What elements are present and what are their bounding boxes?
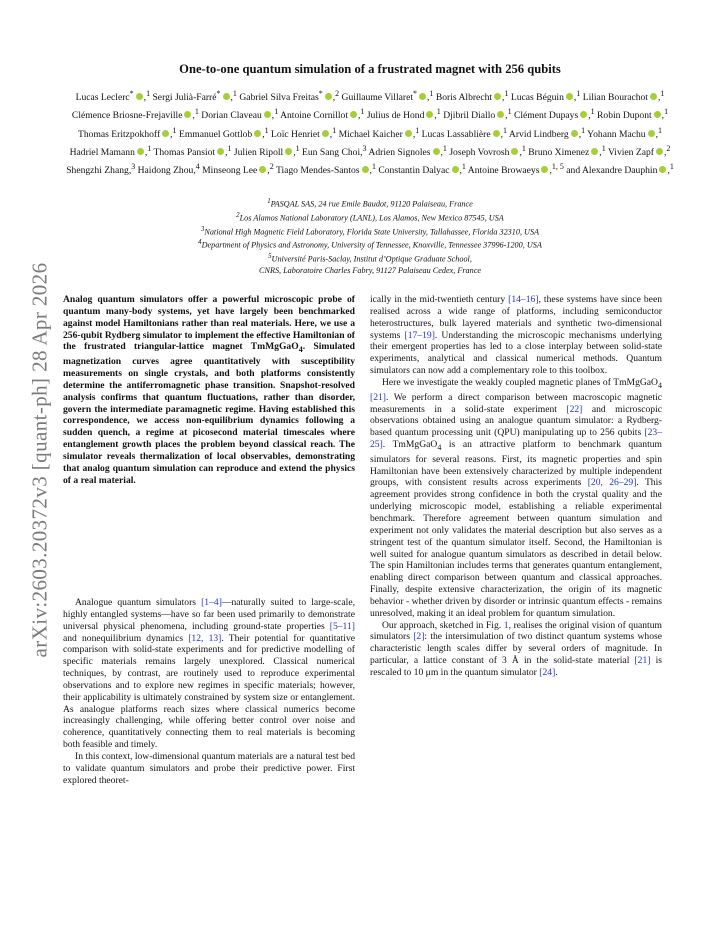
author: Haidong Zhou,$^4$ xyxy=(137,162,200,177)
text-run: , these systems have since been realised across a wide range of platforms, including semiconductor heterostructures, bulk layered materials and synthetic two-dimensional systems xyxy=(370,294,662,341)
orcid-icon xyxy=(511,148,518,155)
citation-link: [17–19] xyxy=(404,329,435,341)
affiliation-number: 5 xyxy=(268,253,272,261)
text-run: ically in the mid-twentieth century xyxy=(370,294,509,305)
citation-link: [23–25] xyxy=(370,427,662,451)
author-name: Sergi Julià-Farré xyxy=(152,92,217,104)
orcid-icon xyxy=(452,166,459,173)
text-run: —naturally suited to large-scale, highly entangled systems—have so far been used primarily to demonstrate universal physical phenomena, including ground-state properties xyxy=(63,597,355,632)
author-affiliation-number: 1 xyxy=(429,89,434,98)
author: Antoine Browaeys ,$^{1, 5}$ xyxy=(467,162,564,177)
orcid-icon xyxy=(350,111,357,118)
affiliation-text: PASQAL SAS, 24 rue Emile Baudot, 91120 Palaiseau, France xyxy=(270,199,473,209)
author-affiliation-number: 1 xyxy=(658,125,662,135)
orcid-icon xyxy=(362,166,369,173)
author: Antoine Cornillot ,$^1$ xyxy=(280,107,365,122)
author-affiliation-number: 3 xyxy=(131,162,136,172)
author-affiliation-number: 1 xyxy=(590,107,595,117)
author: Robin Dupont ,$^1$ xyxy=(597,107,669,122)
author: Lucas Lassablière ,$^1$ xyxy=(421,125,508,140)
orcid-icon xyxy=(325,93,332,100)
author: Clémence Briosne-Frejaville ,$^1$ xyxy=(71,107,199,122)
text-run: . This agreement provides strong confidence in both the crystal quality and the underlying microscopic model, establishing a reliable experimental benchmark. Therefore agreement between quantum simulation and experiment not only validates the material description but also serves as a stringent test of the quantum simulator itself. Second, the Hamiltonian is well suited for analogue quantum simulators as described in detail below. The spin Hamiltonian includes terms that generates quantum entanglement, enabling direct comparison between quantum and classical approaches. Finally, despite extensive characterization, the origin of its magnetic behavior - whether driven by disorder or intrinsic quantum effects - remains unresolved, making it an ideal problem for quantum simulation. xyxy=(370,477,662,619)
author-affiliation-number: 1 xyxy=(332,125,337,135)
author-name: Guillaume Villaret xyxy=(341,92,413,104)
author: Lucas Leclerc* ,$^1$ xyxy=(75,89,151,104)
author-name: Yohann Machu xyxy=(587,128,646,140)
author-affiliation-number: 2 xyxy=(269,162,274,172)
orcid-icon xyxy=(591,148,598,155)
author-affiliation-number: 2 xyxy=(335,89,340,98)
author: Djibril Diallo ,$^1$ xyxy=(443,107,512,122)
orcid-icon xyxy=(259,166,266,173)
text-run: Here we investigate the weakly coupled magnetic planes of TmMgGaO xyxy=(382,376,658,388)
author-affiliation-number: 1 xyxy=(147,143,152,153)
text-run: . TmMgGaO xyxy=(382,439,438,451)
author-affiliation-number: 1 xyxy=(507,107,512,117)
author-equal-contribution-mark: * xyxy=(318,89,323,98)
citation-link: [21] xyxy=(370,391,386,403)
arxiv-stamp-text: arXiv:2603.20372v3 [quant-ph] 28 Apr 2026 xyxy=(27,262,52,658)
text-run: and nonequilibrium dynamics xyxy=(63,632,189,644)
author: Clément Dupays ,$^1$ xyxy=(513,107,595,122)
author-name: Arvid Lindberg xyxy=(508,128,569,140)
affiliation-number: 2 xyxy=(236,211,240,219)
orcid-icon xyxy=(264,111,271,118)
author-name: Thomas Eritzpokhoff xyxy=(77,128,161,140)
author: Julien Ripoll ,$^1$ xyxy=(233,143,300,159)
text-run: . We perform a direct comparison between macroscopic magnetic measurements in a solid-state experiment xyxy=(370,391,662,415)
orcid-icon xyxy=(659,166,666,173)
body-column-right xyxy=(370,294,662,679)
author-equal-contribution-mark: * xyxy=(413,89,417,98)
affiliation xyxy=(66,251,674,265)
author-affiliation-number: 1 xyxy=(264,125,269,135)
citation-link: [12, 13] xyxy=(188,632,222,644)
author: Adrien Signoles ,$^1$ xyxy=(368,143,447,159)
orcid-icon xyxy=(654,111,661,118)
author: Bruno Ximenez ,$^1$ xyxy=(528,143,606,159)
paper-title: One-to-one quantum simulation of a frustrated magnet with 256 qubits xyxy=(179,62,561,76)
orcid-icon xyxy=(493,130,500,137)
author: Boris Albrecht ,$^1$ xyxy=(435,89,509,104)
author-affiliation-number: 1 xyxy=(660,89,665,98)
orcid-icon xyxy=(223,93,230,100)
affiliation xyxy=(66,265,674,276)
author-affiliation-number: 4 xyxy=(195,162,200,172)
author: Thomas Pansiot ,$^1$ xyxy=(153,143,232,159)
orcid-icon xyxy=(322,130,329,137)
text-run: In this context, low-dimensional quantum materials are a natural test bed to validate quantum simulators and probe their predictive power. First explored theoret- xyxy=(63,750,355,786)
author-name: Constantin Dalyac xyxy=(378,165,450,177)
author-equal-contribution-mark: * xyxy=(129,89,134,98)
orcid-icon xyxy=(656,148,663,155)
author: Hadriel Mamann ,$^1$ xyxy=(69,143,152,159)
author-name: Antoine Cornillot xyxy=(280,110,349,122)
orcid-icon xyxy=(137,148,144,155)
author-list: Lucas Leclerc* ,$^1$ Sergi Julià-Farré* ,$^1$ Gabriel Silva Freitas* ,$^2$ Guillaume Villaret* ,$^1$ Boris Albrecht ,$^1$ Lucas Béguin ,$^1$ Lilian Bourachot ,$^1$ Clémence Briosne-Frejaville ,$^1$ Dorian Claveau ,$^1$ Antoine Cornillot ,$^1$ Julius de Hond ,$^1$ Djibril Diallo ,$^1$ Clément Dupays ,$^1$ Robin Dupont ,$^1$ Thomas Eritzpokhoff ,$^1$ Emmanuel Gottlob ,$^1$ Loïc Henriet ,$^1$ Michael Kaicher ,$^1$ Lucas Lassablière ,$^1$ Arvid Lindberg ,$^1$ Yohann Machu ,$^1$ Hadriel Mamann ,$^1$ Thomas Pansiot ,$^1$ Julien Ripoll ,$^1$ Eun Sang Choi,$^3$ Adrien Signoles ,$^1$ Joseph Vovrosh ,$^1$ Bruno Ximenez ,$^1$ Vivien Zapf ,$^2$ Shengzhi Zhang,$^3$ Haidong Zhou,$^4$ Minseong Lee ,$^2$ Tiago Mendes-Santos ,$^1$ Constantin Dalyac ,$^1$ Antoine Browaeys ,$^{1, 5}$ and Alexandre Dauphin ,$^1$ xyxy=(66,89,674,177)
text-run: and microscopic observations obtained using an analogue quantum simulator: a Rydberg-based quantum processing unit (QPU) manipulating up to 256 qubits xyxy=(370,403,662,439)
author-name: Julius de Hond xyxy=(366,110,425,122)
author-name: Lucas Lassablière xyxy=(421,128,491,140)
subscript: 4 xyxy=(298,345,303,355)
author-name: Minseong Lee xyxy=(202,165,258,177)
author-equal-contribution-mark: * xyxy=(216,89,221,98)
orcid-icon xyxy=(497,111,504,118)
citation-link: [14–16] xyxy=(508,294,539,305)
author-name: Lucas Béguin xyxy=(510,92,564,104)
text-run: Our approach, sketched in Fig. xyxy=(382,619,504,631)
author: Emmanuel Gottlob ,$^1$ xyxy=(178,125,269,140)
citation-link: [1–4] xyxy=(201,597,222,608)
author-affiliation-number: 1 xyxy=(442,143,447,153)
author-affiliation-number: 1 xyxy=(521,143,526,153)
author-affiliation-number: 1 xyxy=(576,89,581,98)
affiliation-number: 4 xyxy=(198,239,202,247)
author: Guillaume Villaret* ,$^1$ xyxy=(341,89,434,104)
author-affiliation-number: 1 xyxy=(232,89,237,98)
arxiv-stamp xyxy=(20,250,60,670)
author: Lilian Bourachot ,$^1$ xyxy=(582,89,665,104)
author-affiliation-number: 1 xyxy=(194,107,199,117)
author: Eun Sang Choi,$^3$ xyxy=(302,143,367,159)
author-affiliation-number: 1 xyxy=(601,143,606,153)
author-affiliation-number: 1 xyxy=(503,125,508,135)
author: Loïc Henriet ,$^1$ xyxy=(271,125,337,140)
citation-link: [24] xyxy=(539,666,556,678)
author-name: Michael Kaicher xyxy=(338,128,403,140)
orcid-icon xyxy=(162,130,169,137)
citation-link: [22] xyxy=(566,403,583,415)
author: Dorian Claveau ,$^1$ xyxy=(201,107,279,122)
author-name: Clémence Briosne-Frejaville xyxy=(71,110,183,122)
author: Michael Kaicher ,$^1$ xyxy=(338,125,420,140)
affiliation-text: CNRS, Laboratoire Charles Fabry, 91127 Palaiseau Cedex, France xyxy=(259,266,481,276)
author-affiliation-number: 1 xyxy=(227,143,232,153)
orcid-icon xyxy=(433,148,440,155)
citation-link: [2] xyxy=(413,631,425,643)
paragraph xyxy=(63,597,355,751)
author-affiliation-number: 1 xyxy=(461,162,466,172)
author: Gabriel Silva Freitas* ,$^2$ xyxy=(239,89,340,104)
author-name: Bruno Ximenez xyxy=(528,147,590,159)
author: Tiago Mendes-Santos ,$^1$ xyxy=(275,162,376,177)
text-run: Analog quantum simulators offer a powerful microscopic probe of quantum many-body systems, yet have largely been benchmarked against model Hamiltonians rather than real materials. Here, we use a 256-qubit Rydberg simulator to implement the effective Hamiltonian of the frustrated triangular-lattice magnet TmMgGaO xyxy=(63,294,355,353)
citation-link: [20, 26–29] xyxy=(587,477,637,489)
author-name: Antoine Browaeys xyxy=(467,165,540,177)
author-name: Robin Dupont xyxy=(597,110,652,122)
author-name: Clément Dupays xyxy=(513,110,579,122)
author-name: Tiago Mendes-Santos xyxy=(275,165,360,177)
author-affiliation-number: 1 xyxy=(371,162,376,172)
orcid-icon xyxy=(541,166,548,173)
paragraph xyxy=(63,751,355,787)
author-affiliation-number: 1 xyxy=(415,125,420,135)
affiliation xyxy=(66,237,674,251)
author: Alexandre Dauphin ,$^1$ xyxy=(582,162,674,177)
author: Arvid Lindberg ,$^1$ xyxy=(508,125,586,140)
author-name: Djibril Diallo xyxy=(443,110,496,122)
orcid-icon xyxy=(494,93,501,100)
author-name: Shengzhi Zhang xyxy=(66,165,129,177)
affiliation-number: 1 xyxy=(267,198,271,205)
author-name: Gabriel Silva Freitas xyxy=(239,92,319,104)
orcid-icon xyxy=(426,111,433,118)
paragraph xyxy=(370,294,662,377)
author: Shengzhi Zhang,$^3$ xyxy=(66,162,136,177)
text-run: Analogue quantum simulators xyxy=(75,597,202,608)
text-run: : the intersimulation of two distinct quantum systems whose characteristic length scales differ by several orders of magnitude. In particular, a lattice constant of 3 Å in the solid-state material xyxy=(370,631,663,667)
text-run: . Understanding the microscopic mechanisms underlying their emergent properties has led to a close interplay between solid-state experiments, analytical and classical numerical methods. Quantum simulators can now add a complementary role to this toolbox. xyxy=(370,329,662,377)
text-run: is an attractive platform to benchmark quantum simulators for several reasons. First, its magnetic properties and spin Hamiltonian have been extensively characterized by multiple independent groups, with consistent results across experiments xyxy=(370,439,663,489)
author-affiliation-number: 1 xyxy=(436,107,441,117)
citation-link: 1 xyxy=(503,619,509,631)
author-affiliation-number: 1 xyxy=(274,107,279,117)
affiliation-text: Los Alamos National Laboratory (LANL), Los Alamos, New Mexico 87545, USA xyxy=(239,213,504,223)
author-name: Boris Albrecht xyxy=(435,92,493,104)
author: Constantin Dalyac ,$^1$ xyxy=(378,162,466,177)
author-name: Alexandre Dauphin xyxy=(582,165,658,177)
abstract xyxy=(63,294,355,486)
subscript: 4 xyxy=(437,442,442,452)
author-name: Lucas Leclerc xyxy=(75,92,130,104)
affiliation xyxy=(66,210,674,224)
author-affiliation-number: 1 xyxy=(581,125,586,135)
paragraph xyxy=(370,377,662,620)
author-name: Adrien Signoles xyxy=(368,147,431,159)
orcid-icon xyxy=(405,130,412,137)
affiliation-text: Department of Physics and Astronomy, University of Tennessee, Knoxville, Tennessee 37996-1200, USA xyxy=(201,241,542,251)
body-column-left xyxy=(63,597,355,787)
author: Joseph Vovrosh ,$^1$ xyxy=(449,143,526,159)
orcid-icon xyxy=(136,93,143,100)
subscript: 4 xyxy=(658,380,662,390)
orcid-icon xyxy=(566,93,573,100)
author: Sergi Julià-Farré* ,$^1$ xyxy=(152,89,237,104)
citation-link: [5–11] xyxy=(329,620,355,632)
author-name: Eun Sang Choi xyxy=(302,147,361,159)
author-name: Julien Ripoll xyxy=(233,147,284,159)
text-run: . Simulated magnetization curves agree quantitatively with susceptibility measurements on single crystals, and both platforms consistently determine the antiferromagnetic phase transition. Snapshot-resolved analysis confirms that quantum fluctuations, rather than disorder, govern the intermediate paramagnetic regime. Having established this correspondence, we access non-equilibrium dynamics following a sudden quench, a regime at picosecond material timescales where entanglement growth places the problem beyond classical reach. The simulator reveals thermalization of local observables, demonstrating that analog quantum simulation can reproduce and extend the physics of a real material. xyxy=(63,341,355,486)
author: Minseong Lee ,$^2$ xyxy=(202,162,274,177)
author-name: Lilian Bourachot xyxy=(582,92,648,104)
author-name: Hadriel Mamann xyxy=(69,147,135,159)
affiliation xyxy=(66,196,674,210)
author-affiliation-number: 2 xyxy=(666,143,671,153)
author-affiliation-number: 1, 5 xyxy=(551,162,564,172)
author-affiliation-number: 1 xyxy=(504,89,509,98)
orcid-icon xyxy=(650,93,657,100)
affiliation-list xyxy=(66,196,674,276)
orcid-icon xyxy=(571,130,578,137)
orcid-icon xyxy=(217,148,224,155)
orcid-icon xyxy=(419,93,426,100)
citation-link: [21] xyxy=(634,655,651,667)
author-name: Loïc Henriet xyxy=(271,128,320,140)
author-name: Thomas Pansiot xyxy=(153,147,216,159)
author-affiliation-number: 3 xyxy=(362,143,367,153)
author: Julius de Hond ,$^1$ xyxy=(366,107,441,122)
paragraph xyxy=(370,620,662,679)
author-name: Dorian Claveau xyxy=(201,110,262,122)
affiliation-text: National High Magnetic Field Laboratory, Florida State University, Tallahassee, Florida 32310, USA xyxy=(204,227,540,237)
author-affiliation-number: 1 xyxy=(664,107,669,117)
author-affiliation-number: 1 xyxy=(360,107,365,117)
affiliation-number: 3 xyxy=(200,225,205,233)
author-name: Vivien Zapf xyxy=(607,147,654,159)
text-run: . Their potential for quantitative comparison with solid-state experiments and for predictive modelling of specific materials remains largely unexplored. Classical numerical techniques, by contrast, are routinely used to reproduce experimental observations and to explore new regimes in specific materials; however, their applicability is ultimately constrained by system size or entanglement. As analogue platforms reach sizes where classical numerics become increasingly challenging, while offering better control over noise and coherence, quantitatively connecting them to real materials is becoming both feasible and timely. xyxy=(63,632,355,751)
author: Vivien Zapf ,$^2$ xyxy=(607,143,671,159)
author: Yohann Machu ,$^1$ xyxy=(587,125,662,140)
author: Lucas Béguin ,$^1$ xyxy=(510,89,581,104)
author-affiliation-number: 1 xyxy=(172,125,177,135)
text-run: , realises the original vision of quantum simulators xyxy=(370,619,662,643)
author-name: Emmanuel Gottlob xyxy=(178,128,253,140)
author-affiliation-number: 1 xyxy=(669,162,674,172)
author-name: Haidong Zhou xyxy=(137,165,194,177)
author: Thomas Eritzpokhoff ,$^1$ xyxy=(77,125,177,140)
orcid-icon xyxy=(254,130,261,137)
text-run: is rescaled to 10 μm in the quantum simulator xyxy=(370,655,662,678)
orcid-icon xyxy=(285,148,292,155)
author-affiliation-number: 1 xyxy=(295,143,300,153)
orcid-icon xyxy=(184,111,191,118)
text-run: . xyxy=(555,666,558,678)
author-affiliation-number: 1 xyxy=(146,89,151,98)
orcid-icon xyxy=(580,111,587,118)
author-name: Joseph Vovrosh xyxy=(449,147,510,159)
orcid-icon xyxy=(648,130,655,137)
affiliation xyxy=(66,224,674,238)
affiliation-text: Université Paris-Saclay, Institut d’Optique Graduate School, xyxy=(271,255,472,265)
